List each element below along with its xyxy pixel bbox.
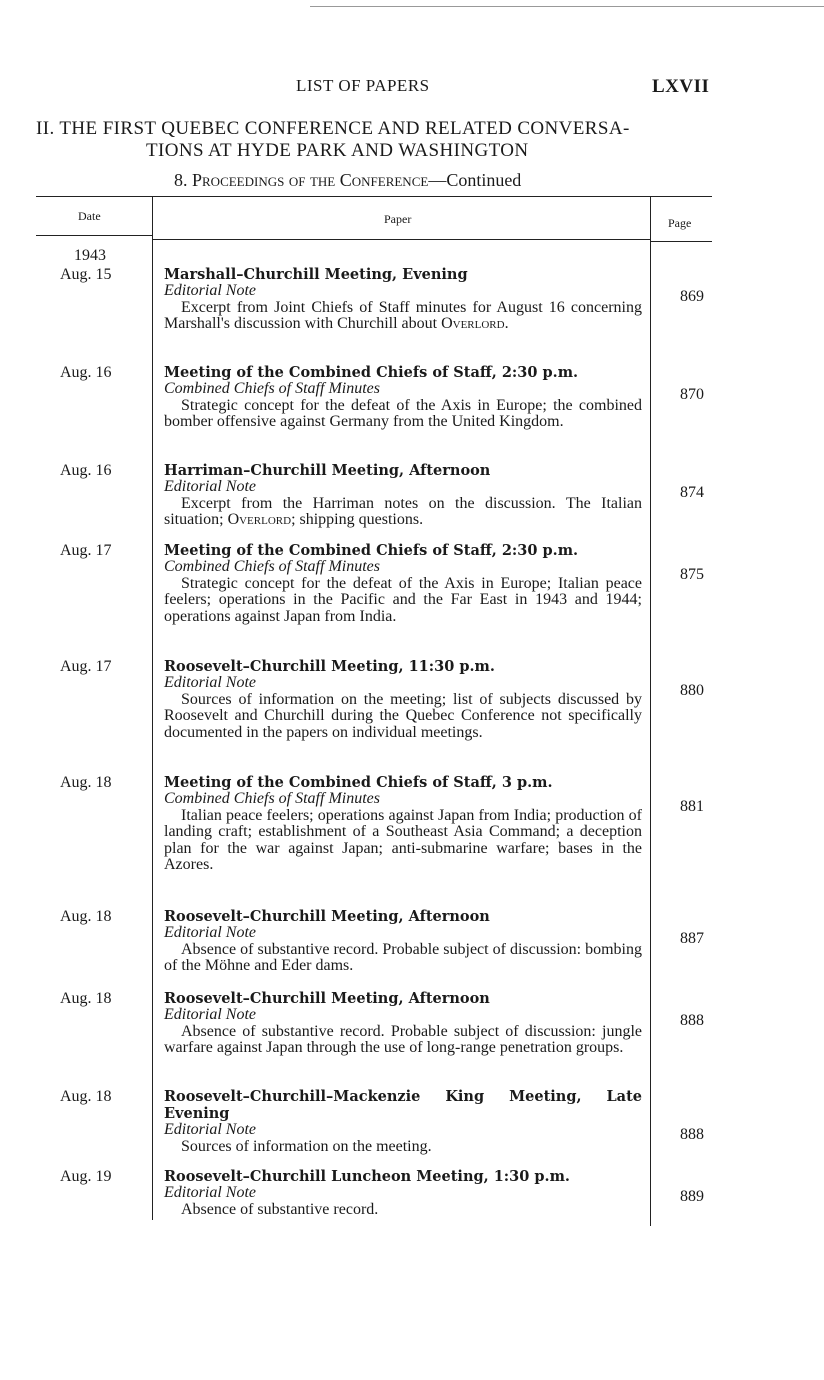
entry-description: Absence of substantive record. Probable subject of discussion: bombing of the Möhne and Eder dams. xyxy=(164,940,642,974)
entry-title: Roosevelt–Churchill Meeting, Afternoon xyxy=(164,990,490,1007)
entry-date: Aug. 19 xyxy=(60,1168,112,1185)
entry-paper xyxy=(164,1168,642,1218)
section-title xyxy=(36,118,716,162)
entry-paper xyxy=(164,462,642,529)
entry-kind: Editorial Note xyxy=(164,282,256,299)
entry-page: 888 xyxy=(680,1126,704,1143)
column-header-paper: Paper xyxy=(384,212,412,226)
header-rule-page xyxy=(651,241,712,242)
entry-title: Harriman–Churchill Meeting, Afternoon xyxy=(164,462,491,479)
entry-date: Aug. 17 xyxy=(60,658,112,675)
entry-description: Sources of information on the meeting; list of subjects discussed by Roosevelt and Churchill during the Quebec Conference not specifically documented in the papers on individual meetings. xyxy=(164,690,642,741)
entry-date: Aug. 15 xyxy=(60,266,112,283)
entry-title: Meeting of the Combined Chiefs of Staff, 3 p.m. xyxy=(164,774,553,791)
entry-title: Roosevelt–Churchill Meeting, 11:30 p.m. xyxy=(164,658,495,675)
entry-date: Aug. 18 xyxy=(60,908,112,925)
entry-kind: Editorial Note xyxy=(164,1184,256,1201)
entry-kind: Editorial Note xyxy=(164,478,256,495)
year-label: 1943 xyxy=(74,247,106,264)
entry-title: Meeting of the Combined Chiefs of Staff, 2:30 p.m. xyxy=(164,364,579,381)
header-rule-paper xyxy=(153,239,650,240)
entry-title: Marshall–Churchill Meeting, Evening xyxy=(164,266,468,283)
entry-kind: Editorial Note xyxy=(164,924,256,941)
entry-description: Sources of information on the meeting. xyxy=(181,1137,432,1155)
entry-description: Absence of substantive record. xyxy=(181,1200,379,1218)
entry-description: Strategic concept for the defeat of the Axis in Europe; Italian peace feelers; operations in the Pacific and the Far East in 1943 and 1944; operations against Japan from India. xyxy=(164,574,642,625)
entry-kind: Editorial Note xyxy=(164,1006,256,1023)
entry-page: 875 xyxy=(680,566,704,583)
header-rule-date xyxy=(36,235,152,236)
column-header-page: Page xyxy=(668,216,692,230)
entry-title: Roosevelt–Churchill–Mackenzie King Meeting, Late Evening xyxy=(164,1088,642,1122)
entry-kind: Combined Chiefs of Staff Minutes xyxy=(164,558,380,575)
entry-title: Roosevelt–Churchill Luncheon Meeting, 1:30 p.m. xyxy=(164,1168,570,1185)
entry-page: 888 xyxy=(680,1012,704,1029)
entry-paper xyxy=(164,990,642,1057)
entry-paper xyxy=(164,1088,642,1155)
entry-page: 889 xyxy=(680,1188,704,1205)
entry-date: Aug. 18 xyxy=(60,1088,112,1105)
entry-kind: Combined Chiefs of Staff Minutes xyxy=(164,380,380,397)
entry-date: Aug. 16 xyxy=(60,364,112,381)
entry-description: Excerpt from the Harriman notes on the discussion. The Italian situation; Overlord; shipping questions. xyxy=(164,494,642,528)
running-title: LIST OF PAPERS xyxy=(296,76,430,95)
entry-title: Meeting of the Combined Chiefs of Staff, 2:30 p.m. xyxy=(164,542,579,559)
entry-page: 870 xyxy=(680,386,704,403)
entry-description: Italian peace feelers; operations against Japan from India; production of landing craft; establishment of a Southeast Asia Command; a deception plan for the war against Japan; anti-submarine warfare; bases in the Azores. xyxy=(164,806,642,873)
entry-paper xyxy=(164,266,642,333)
subsection-heading xyxy=(174,170,521,191)
entry-title: Roosevelt–Churchill Meeting, Afternoon xyxy=(164,908,490,925)
entry-description: Strategic concept for the defeat of the Axis in Europe; the combined bomber offensive against Germany from the United Kingdom. xyxy=(164,396,642,430)
section-title-line-1: II. THE FIRST QUEBEC CONFERENCE AND RELATED CONVERSA- xyxy=(36,118,630,139)
entry-date: Aug. 18 xyxy=(60,990,112,1007)
entry-kind: Editorial Note xyxy=(164,1121,256,1138)
section-title-line-2: TIONS AT HYDE PARK AND WASHINGTON xyxy=(146,140,529,161)
subsection-number: 8. xyxy=(174,170,192,190)
entry-paper xyxy=(164,364,642,431)
entry-paper xyxy=(164,658,642,741)
table-top-rule xyxy=(36,196,712,197)
entry-page: 887 xyxy=(680,930,704,947)
column-header-date: Date xyxy=(78,209,101,223)
entry-paper xyxy=(164,542,642,625)
entry-paper xyxy=(164,774,642,874)
entry-date: Aug. 18 xyxy=(60,774,112,791)
entry-kind: Editorial Note xyxy=(164,674,256,691)
page-number: LXVII xyxy=(652,76,710,97)
entry-page: 881 xyxy=(680,798,704,815)
entry-kind: Combined Chiefs of Staff Minutes xyxy=(164,790,380,807)
entry-date: Aug. 16 xyxy=(60,462,112,479)
top-edge-rule xyxy=(310,6,824,7)
entry-date: Aug. 17 xyxy=(60,542,112,559)
entry-description: Absence of substantive record. Probable subject of discussion: jungle warfare against Japan through the use of long-range penetration groups. xyxy=(164,1022,642,1056)
subsection-continued: —Continued xyxy=(428,170,522,190)
entry-paper xyxy=(164,908,642,975)
entry-description: Excerpt from Joint Chiefs of Staff minutes for August 16 concerning Marshall's discussion with Churchill about Overlord. xyxy=(164,298,642,332)
column-divider-paper-page xyxy=(650,196,651,1226)
column-divider-date-paper xyxy=(152,196,153,1220)
subsection-title: Proceedings of the Conference xyxy=(192,170,429,190)
entry-page: 869 xyxy=(680,288,704,305)
entry-page: 880 xyxy=(680,682,704,699)
entry-page: 874 xyxy=(680,484,704,501)
